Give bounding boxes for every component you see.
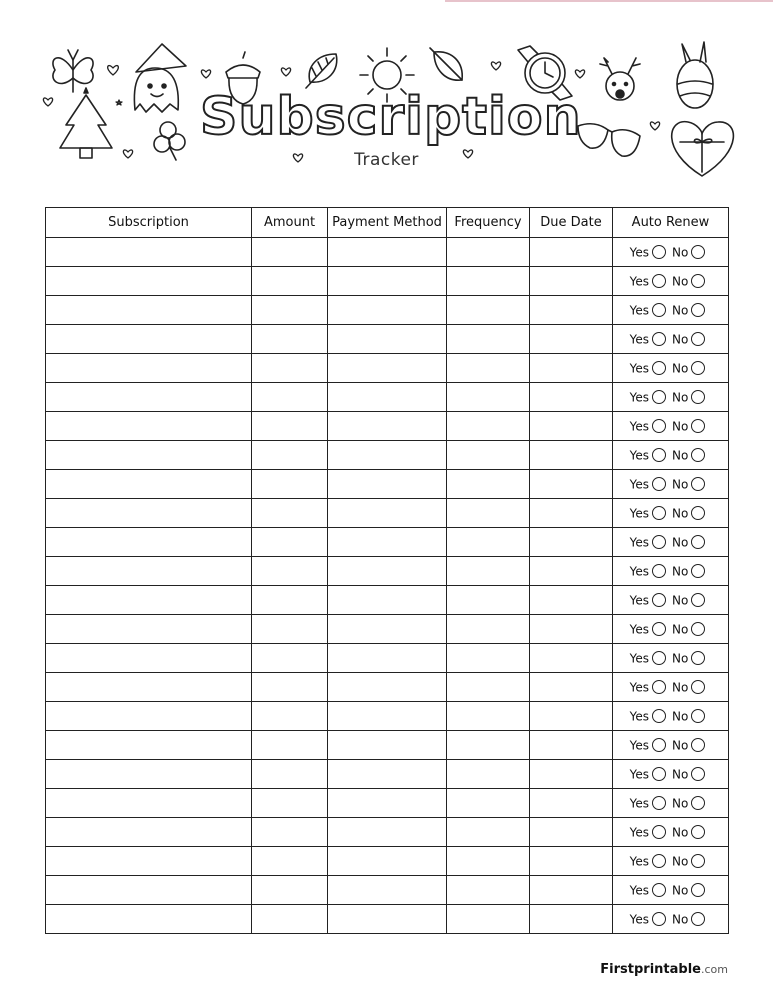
cell-payment-method[interactable] xyxy=(328,412,447,441)
no-radio[interactable] xyxy=(691,825,705,839)
no-label: No xyxy=(672,709,689,724)
yes-radio[interactable] xyxy=(652,361,666,375)
cell-subscription[interactable] xyxy=(46,905,252,934)
no-label: No xyxy=(672,680,689,695)
cell-due-date[interactable] xyxy=(530,789,613,818)
yes-label: Yes xyxy=(629,332,650,347)
cell-amount[interactable] xyxy=(252,383,328,412)
yes-label: Yes xyxy=(629,622,650,637)
cell-frequency[interactable] xyxy=(447,818,530,847)
clover-icon xyxy=(154,122,185,160)
cell-subscription[interactable] xyxy=(46,267,252,296)
cell-frequency[interactable] xyxy=(447,760,530,789)
no-radio[interactable] xyxy=(691,854,705,868)
table-row xyxy=(46,412,729,441)
cell-frequency[interactable] xyxy=(447,325,530,354)
cell-subscription[interactable] xyxy=(46,470,252,499)
yes-radio[interactable] xyxy=(652,506,666,520)
col-header-frequency: Frequency xyxy=(447,208,530,238)
no-radio[interactable] xyxy=(691,651,705,665)
yes-radio[interactable] xyxy=(652,796,666,810)
no-label: No xyxy=(672,622,689,637)
no-label: No xyxy=(672,651,689,666)
cell-payment-method[interactable] xyxy=(328,557,447,586)
cell-auto-renew xyxy=(613,731,729,760)
yes-label: Yes xyxy=(629,738,650,753)
cell-amount[interactable] xyxy=(252,528,328,557)
table-row xyxy=(46,731,729,760)
cell-due-date[interactable] xyxy=(530,325,613,354)
cell-amount[interactable] xyxy=(252,238,328,267)
yes-label: Yes xyxy=(629,883,650,898)
table-row xyxy=(46,760,729,789)
table-row xyxy=(46,876,729,905)
table-row xyxy=(46,586,729,615)
cell-frequency[interactable] xyxy=(447,412,530,441)
no-label: No xyxy=(672,854,689,869)
cell-amount[interactable] xyxy=(252,499,328,528)
no-label: No xyxy=(672,883,689,898)
yes-label: Yes xyxy=(629,448,650,463)
cell-subscription[interactable] xyxy=(46,731,252,760)
cell-subscription[interactable] xyxy=(46,238,252,267)
cell-payment-method[interactable] xyxy=(328,789,447,818)
cell-amount[interactable] xyxy=(252,412,328,441)
cell-auto-renew xyxy=(613,267,729,296)
cell-frequency[interactable] xyxy=(447,615,530,644)
cell-payment-method[interactable] xyxy=(328,325,447,354)
yes-radio[interactable] xyxy=(652,912,666,926)
cell-due-date[interactable] xyxy=(530,267,613,296)
table-row xyxy=(46,325,729,354)
yes-radio[interactable] xyxy=(652,419,666,433)
cell-subscription[interactable] xyxy=(46,789,252,818)
cell-due-date[interactable] xyxy=(530,528,613,557)
yes-radio[interactable] xyxy=(652,564,666,578)
yes-label: Yes xyxy=(629,825,650,840)
yes-radio[interactable] xyxy=(652,477,666,491)
cell-subscription[interactable] xyxy=(46,383,252,412)
brand-name: Firstprintable xyxy=(600,962,701,977)
cell-auto-renew xyxy=(613,760,729,789)
yes-radio[interactable] xyxy=(652,709,666,723)
no-radio[interactable] xyxy=(691,564,705,578)
cell-amount[interactable] xyxy=(252,673,328,702)
cell-auto-renew xyxy=(613,702,729,731)
cell-auto-renew xyxy=(613,789,729,818)
yes-radio[interactable] xyxy=(652,303,666,317)
cell-subscription[interactable] xyxy=(46,296,252,325)
yes-label: Yes xyxy=(629,854,650,869)
no-label: No xyxy=(672,825,689,840)
header-doodles xyxy=(0,0,773,200)
no-radio[interactable] xyxy=(691,796,705,810)
yes-radio[interactable] xyxy=(652,883,666,897)
cell-frequency[interactable] xyxy=(447,383,530,412)
col-header-due-date: Due Date xyxy=(530,208,613,238)
yes-radio[interactable] xyxy=(652,651,666,665)
cell-auto-renew xyxy=(613,673,729,702)
table-row xyxy=(46,789,729,818)
cell-amount[interactable] xyxy=(252,644,328,673)
cell-auto-renew xyxy=(613,905,729,934)
cell-amount[interactable] xyxy=(252,615,328,644)
table-row xyxy=(46,238,729,267)
cell-due-date[interactable] xyxy=(530,586,613,615)
cell-frequency[interactable] xyxy=(447,557,530,586)
table-header-row xyxy=(46,208,729,238)
yes-radio[interactable] xyxy=(652,593,666,607)
no-radio[interactable] xyxy=(691,477,705,491)
cell-due-date[interactable] xyxy=(530,354,613,383)
no-label: No xyxy=(672,506,689,521)
cell-due-date[interactable] xyxy=(530,644,613,673)
yes-label: Yes xyxy=(629,274,650,289)
cell-subscription[interactable] xyxy=(46,557,252,586)
yes-label: Yes xyxy=(629,680,650,695)
no-radio[interactable] xyxy=(691,738,705,752)
yes-label: Yes xyxy=(629,709,650,724)
cell-frequency[interactable] xyxy=(447,586,530,615)
cell-due-date[interactable] xyxy=(530,383,613,412)
no-radio[interactable] xyxy=(691,593,705,607)
cell-amount[interactable] xyxy=(252,354,328,383)
cell-amount[interactable] xyxy=(252,731,328,760)
yes-radio[interactable] xyxy=(652,390,666,404)
yes-radio[interactable] xyxy=(652,245,666,259)
no-label: No xyxy=(672,419,689,434)
cell-payment-method[interactable] xyxy=(328,673,447,702)
no-radio[interactable] xyxy=(691,390,705,404)
cell-payment-method[interactable] xyxy=(328,528,447,557)
cell-auto-renew xyxy=(613,238,729,267)
cell-payment-method[interactable] xyxy=(328,470,447,499)
yes-label: Yes xyxy=(629,767,650,782)
yes-label: Yes xyxy=(629,419,650,434)
table-row xyxy=(46,615,729,644)
no-radio[interactable] xyxy=(691,274,705,288)
yes-label: Yes xyxy=(629,245,650,260)
cell-frequency[interactable] xyxy=(447,441,530,470)
no-radio[interactable] xyxy=(691,419,705,433)
cell-auto-renew xyxy=(613,557,729,586)
cell-frequency[interactable] xyxy=(447,789,530,818)
table-row xyxy=(46,644,729,673)
no-radio[interactable] xyxy=(691,622,705,636)
no-radio[interactable] xyxy=(691,448,705,462)
cell-subscription[interactable] xyxy=(46,818,252,847)
table-row xyxy=(46,528,729,557)
cell-frequency[interactable] xyxy=(447,847,530,876)
cell-auto-renew xyxy=(613,325,729,354)
cell-amount[interactable] xyxy=(252,702,328,731)
cell-frequency[interactable] xyxy=(447,876,530,905)
cell-auto-renew xyxy=(613,296,729,325)
no-label: No xyxy=(672,303,689,318)
col-header-payment-method: Payment Method xyxy=(328,208,447,238)
table-body xyxy=(46,238,729,934)
cell-due-date[interactable] xyxy=(530,673,613,702)
cell-auto-renew xyxy=(613,528,729,557)
cell-frequency[interactable] xyxy=(447,731,530,760)
cell-payment-method[interactable] xyxy=(328,876,447,905)
table-row xyxy=(46,702,729,731)
cell-due-date[interactable] xyxy=(530,557,613,586)
cell-amount[interactable] xyxy=(252,441,328,470)
reindeer-icon xyxy=(600,58,640,100)
no-radio[interactable] xyxy=(691,883,705,897)
no-label: No xyxy=(672,767,689,782)
no-label: No xyxy=(672,332,689,347)
cell-due-date[interactable] xyxy=(530,905,613,934)
col-header-subscription: Subscription xyxy=(46,208,252,238)
cell-subscription[interactable] xyxy=(46,847,252,876)
yes-label: Yes xyxy=(629,535,650,550)
cell-amount[interactable] xyxy=(252,760,328,789)
yes-radio[interactable] xyxy=(652,448,666,462)
no-radio[interactable] xyxy=(691,303,705,317)
no-radio[interactable] xyxy=(691,709,705,723)
table-row xyxy=(46,296,729,325)
christmas-tree-icon xyxy=(60,88,112,158)
cell-payment-method[interactable] xyxy=(328,383,447,412)
cell-subscription[interactable] xyxy=(46,354,252,383)
cell-frequency[interactable] xyxy=(447,238,530,267)
cell-frequency[interactable] xyxy=(447,354,530,383)
cell-due-date[interactable] xyxy=(530,296,613,325)
cell-amount[interactable] xyxy=(252,905,328,934)
sunglasses-icon xyxy=(578,124,640,156)
no-radio[interactable] xyxy=(691,535,705,549)
no-radio[interactable] xyxy=(691,361,705,375)
yes-label: Yes xyxy=(629,506,650,521)
cell-payment-method[interactable] xyxy=(328,905,447,934)
cell-subscription[interactable] xyxy=(46,528,252,557)
no-label: No xyxy=(672,912,689,927)
cell-auto-renew xyxy=(613,412,729,441)
cell-payment-method[interactable] xyxy=(328,586,447,615)
cell-due-date[interactable] xyxy=(530,876,613,905)
table-row xyxy=(46,354,729,383)
cell-frequency[interactable] xyxy=(447,702,530,731)
cell-auto-renew xyxy=(613,644,729,673)
yes-label: Yes xyxy=(629,361,650,376)
table-row xyxy=(46,847,729,876)
yes-label: Yes xyxy=(629,912,650,927)
cell-frequency[interactable] xyxy=(447,296,530,325)
yes-radio[interactable] xyxy=(652,680,666,694)
no-label: No xyxy=(672,361,689,376)
subscription-table xyxy=(45,207,729,934)
table-row xyxy=(46,383,729,412)
cell-payment-method[interactable] xyxy=(328,238,447,267)
cell-amount[interactable] xyxy=(252,876,328,905)
cell-due-date[interactable] xyxy=(530,499,613,528)
cell-due-date[interactable] xyxy=(530,731,613,760)
cell-auto-renew xyxy=(613,470,729,499)
cell-amount[interactable] xyxy=(252,847,328,876)
cell-frequency[interactable] xyxy=(447,470,530,499)
no-label: No xyxy=(672,245,689,260)
cell-due-date[interactable] xyxy=(530,702,613,731)
no-label: No xyxy=(672,564,689,579)
cell-auto-renew xyxy=(613,615,729,644)
table-row xyxy=(46,441,729,470)
no-label: No xyxy=(672,477,689,492)
cell-due-date[interactable] xyxy=(530,470,613,499)
cell-due-date[interactable] xyxy=(530,238,613,267)
cell-subscription[interactable] xyxy=(46,673,252,702)
cell-auto-renew xyxy=(613,499,729,528)
yes-label: Yes xyxy=(629,651,650,666)
cell-frequency[interactable] xyxy=(447,267,530,296)
cell-amount[interactable] xyxy=(252,325,328,354)
cell-subscription[interactable] xyxy=(46,615,252,644)
cell-payment-method[interactable] xyxy=(328,847,447,876)
cell-amount[interactable] xyxy=(252,267,328,296)
no-radio[interactable] xyxy=(691,506,705,520)
cell-subscription[interactable] xyxy=(46,644,252,673)
table-row xyxy=(46,557,729,586)
cell-subscription[interactable] xyxy=(46,441,252,470)
col-header-amount: Amount xyxy=(252,208,328,238)
cell-payment-method[interactable] xyxy=(328,818,447,847)
cell-subscription[interactable] xyxy=(46,325,252,354)
no-label: No xyxy=(672,593,689,608)
cell-payment-method[interactable] xyxy=(328,267,447,296)
col-header-auto-renew: Auto Renew xyxy=(613,208,729,238)
cell-payment-method[interactable] xyxy=(328,760,447,789)
page-title: Subscription xyxy=(200,87,582,147)
no-radio[interactable] xyxy=(691,680,705,694)
cell-due-date[interactable] xyxy=(530,412,613,441)
leaf-icon xyxy=(430,48,462,80)
cell-due-date[interactable] xyxy=(530,615,613,644)
no-radio[interactable] xyxy=(691,245,705,259)
cell-frequency[interactable] xyxy=(447,673,530,702)
table-row xyxy=(46,267,729,296)
cell-due-date[interactable] xyxy=(530,441,613,470)
table-row xyxy=(46,818,729,847)
cell-amount[interactable] xyxy=(252,818,328,847)
cell-subscription[interactable] xyxy=(46,702,252,731)
butterfly-icon xyxy=(53,50,93,92)
cell-auto-renew xyxy=(613,876,729,905)
yes-radio[interactable] xyxy=(652,535,666,549)
no-label: No xyxy=(672,448,689,463)
no-label: No xyxy=(672,390,689,405)
cell-due-date[interactable] xyxy=(530,847,613,876)
table-row xyxy=(46,673,729,702)
yes-radio[interactable] xyxy=(652,738,666,752)
cell-auto-renew xyxy=(613,441,729,470)
cell-amount[interactable] xyxy=(252,789,328,818)
cell-amount[interactable] xyxy=(252,470,328,499)
cell-payment-method[interactable] xyxy=(328,441,447,470)
brand-domain: .com xyxy=(701,963,728,976)
cell-payment-method[interactable] xyxy=(328,296,447,325)
no-label: No xyxy=(672,274,689,289)
cell-auto-renew xyxy=(613,847,729,876)
yes-radio[interactable] xyxy=(652,767,666,781)
cell-amount[interactable] xyxy=(252,557,328,586)
cell-auto-renew xyxy=(613,354,729,383)
yes-label: Yes xyxy=(629,303,650,318)
yes-radio[interactable] xyxy=(652,622,666,636)
cell-subscription[interactable] xyxy=(46,499,252,528)
no-label: No xyxy=(672,796,689,811)
cell-auto-renew xyxy=(613,818,729,847)
yes-radio[interactable] xyxy=(652,825,666,839)
cell-frequency[interactable] xyxy=(447,528,530,557)
no-radio[interactable] xyxy=(691,912,705,926)
ghost-icon xyxy=(134,44,186,112)
cell-frequency[interactable] xyxy=(447,499,530,528)
cell-payment-method[interactable] xyxy=(328,615,447,644)
table-row xyxy=(46,499,729,528)
cell-due-date[interactable] xyxy=(530,760,613,789)
cell-payment-method[interactable] xyxy=(328,499,447,528)
cell-amount[interactable] xyxy=(252,586,328,615)
no-radio[interactable] xyxy=(691,767,705,781)
cell-payment-method[interactable] xyxy=(328,731,447,760)
yes-radio[interactable] xyxy=(652,274,666,288)
heart-gift-icon xyxy=(672,122,734,176)
cell-subscription[interactable] xyxy=(46,760,252,789)
no-radio[interactable] xyxy=(691,332,705,346)
cell-payment-method[interactable] xyxy=(328,702,447,731)
yes-label: Yes xyxy=(629,593,650,608)
cell-payment-method[interactable] xyxy=(328,354,447,383)
cell-subscription[interactable] xyxy=(46,586,252,615)
yes-label: Yes xyxy=(629,796,650,811)
cell-frequency[interactable] xyxy=(447,905,530,934)
cell-auto-renew xyxy=(613,586,729,615)
bunny-egg-icon xyxy=(677,42,713,108)
table-row xyxy=(46,470,729,499)
table-row xyxy=(46,905,729,934)
yes-label: Yes xyxy=(629,564,650,579)
no-label: No xyxy=(672,535,689,550)
yes-radio[interactable] xyxy=(652,332,666,346)
no-label: No xyxy=(672,738,689,753)
cell-auto-renew xyxy=(613,383,729,412)
cell-frequency[interactable] xyxy=(447,644,530,673)
yes-label: Yes xyxy=(629,390,650,405)
cell-subscription[interactable] xyxy=(46,876,252,905)
yes-label: Yes xyxy=(629,477,650,492)
cell-amount[interactable] xyxy=(252,296,328,325)
cell-subscription[interactable] xyxy=(46,412,252,441)
cell-payment-method[interactable] xyxy=(328,644,447,673)
page-subtitle: Tracker xyxy=(354,150,419,170)
cell-due-date[interactable] xyxy=(530,818,613,847)
footer-brand xyxy=(600,962,728,977)
yes-radio[interactable] xyxy=(652,854,666,868)
